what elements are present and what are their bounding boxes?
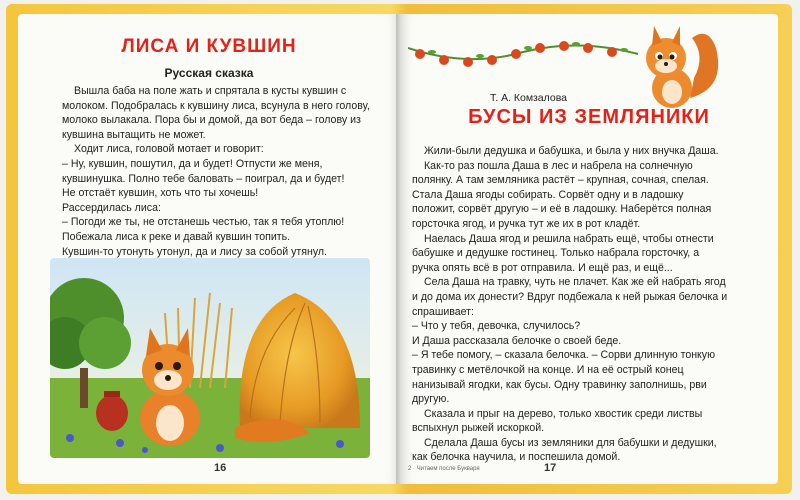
paragraph: Рассердилась лиса:	[62, 201, 161, 214]
paragraph: Как-то раз пошла Даша в лес и набрела на солнечную полянку. А там земляника растёт – крупная, сочная, спелая. Стала Даша ягоды собирать. Сорвёт одну и в ладошку положит, сорвёт другую – и её в ладошку. Наберётся полная горсточка ягод, и ручка тут же их в рот кладёт.	[412, 159, 712, 230]
right-page-text	[412, 144, 728, 465]
paragraph: – Ну, кувшин, пошутил, да и будет! Отпусти же меня, кувшинушка. Полно тебе баловать – поиграл, да и будет!	[62, 157, 345, 185]
paragraph: Вышла баба на поле жать и спрятала в кусты кувшин с молоком. Подобралась к кувшину лиса, всунула в него голову, молоко вылакала. Пора бы и домой, да вот беда – голову из кувшина вытащить не может.	[62, 85, 370, 141]
page-number: 16	[214, 462, 227, 474]
paragraph: И Даша рассказала белочке о своей беде.	[412, 334, 622, 347]
paragraph: Жили-были дедушка и бабушка, и была у них внучка Даша.	[424, 145, 719, 157]
left-page-subtitle: Русская сказка	[164, 66, 254, 80]
paragraph: Ходит лиса, головой мотает и говорит:	[74, 143, 264, 156]
left-page-text	[62, 84, 382, 259]
right-page-title: БУСЫ ИЗ ЗЕМЛЯНИКИ	[468, 106, 710, 128]
paragraph: – Что у тебя, девочка, случилось?	[412, 320, 581, 333]
left-page-title: ЛИСА И КУВШИН	[121, 36, 297, 57]
author-name: Т. А. Комзалова	[490, 92, 568, 104]
right-page	[400, 14, 778, 484]
paragraph: Не отстаёт кувшин, хоть что ты хочешь!	[62, 187, 259, 200]
paragraph: Сказала и прыг на дерево, только хвостик среди листвы вспыхнул рыжей искоркой.	[412, 407, 703, 435]
fox-haystack-illustration	[50, 258, 370, 458]
paragraph: Наелась Даша ягод и решила набрать ещё, чтобы отнести бабушке и дедушке гостинец. Только набрала горсточку, а ручка опять всё в рот отправила. И ещё раз, и ещё...	[412, 232, 714, 274]
paragraph: Кувшин-то утонуть утонул, да и лису за собой утянул.	[62, 245, 328, 258]
paragraph: Побежала лиса к реке и давай кувшин топить.	[62, 230, 291, 243]
paragraph: – Погоди же ты, не отстанешь честью, так я тебя утоплю!	[62, 216, 345, 229]
paragraph: – Я тебе помогу, – сказала белочка. – Сорви длинную тонкую травинку с метёлочкой на конце. И на её острый конец нанизывай ягодки, как бусы. Одну травинку заполнишь, рви другую.	[412, 349, 716, 406]
paragraph: Села Даша на травку, чуть не плачет. Как же ей набрать ягод и до дома их донести? Вдруг подбежала к ней рыжая белочка и спрашивает:	[412, 276, 728, 318]
paragraph: Сделала Даша бусы из земляники для бабушки и дедушки, как белочка научила, и поспешила домой.	[412, 436, 717, 464]
page-number: 17	[544, 462, 557, 474]
footnote: 2 · Читаем после Букваря	[408, 466, 480, 472]
left-page	[18, 14, 400, 484]
berry-garland-illustration	[408, 34, 638, 74]
squirrel-illustration	[628, 18, 728, 114]
